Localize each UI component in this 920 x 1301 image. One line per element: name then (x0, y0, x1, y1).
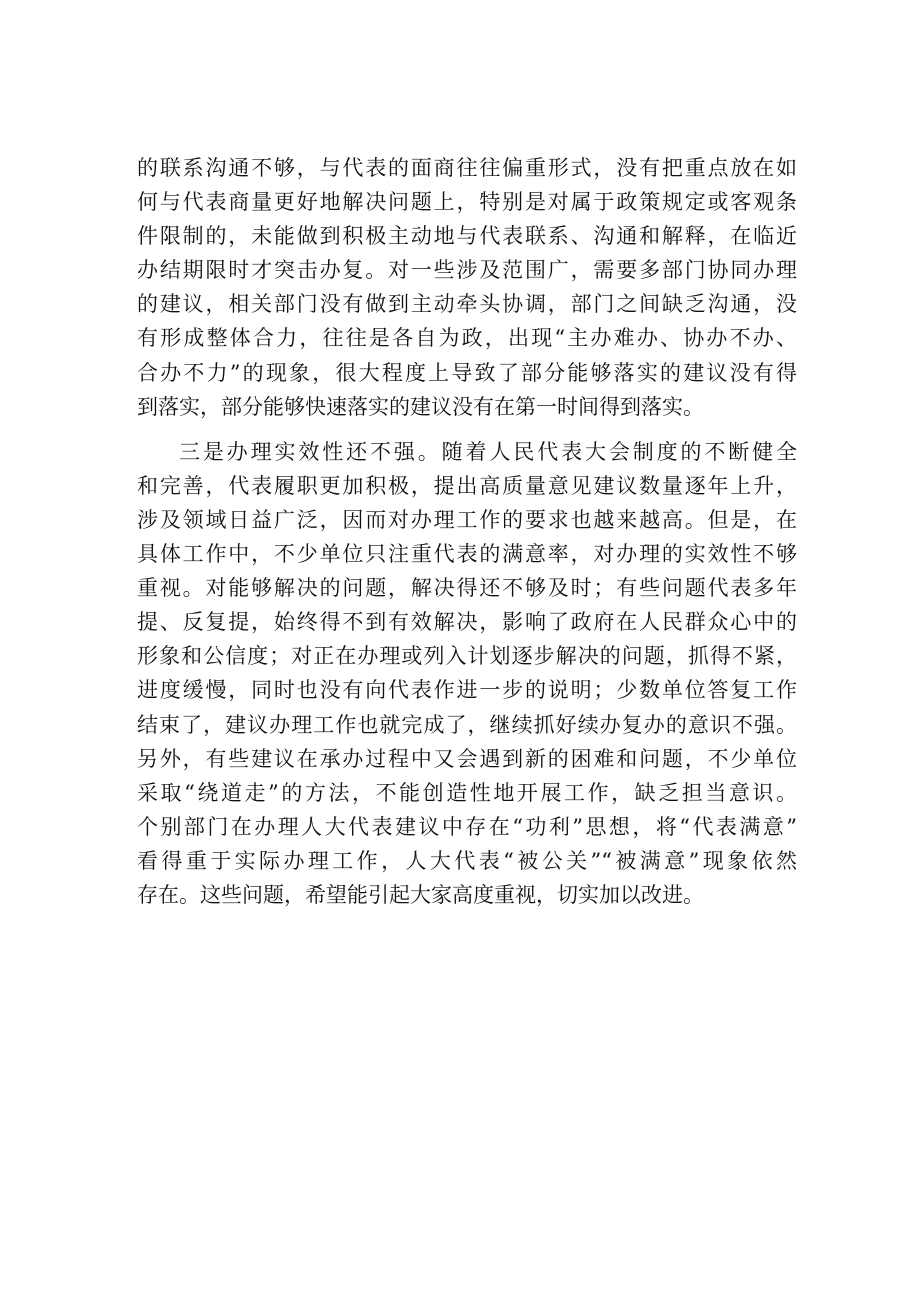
text-line: 三是办理实效性还不强。随着人民代表大会制度的不断健全 (179, 439, 797, 464)
text-line: 重视。对能够解决的问题，解决得还不够及时；有些问题代表多年 (137, 576, 797, 601)
text-line: 提、反复提，始终得不到有效解决，影响了政府在人民群众心中的 (137, 610, 797, 635)
text-line: 结束了，建议办理工作也就完成了，继续抓好续办复办的意识不强。 (137, 712, 797, 737)
text-line: 采取“绕道走”的方法，不能创造性地开展工作，缺乏担当意识。 (137, 780, 797, 805)
paragraph-2 (137, 435, 797, 912)
text-line: 的联系沟通不够，与代表的面商往往偏重形式，没有把重点放在如 (137, 156, 797, 180)
document-body (137, 151, 797, 912)
text-line: 存在。这些问题，希望能引起大家高度重视，切实加以改进。 (137, 882, 704, 907)
text-line: 另外，有些建议在承办过程中又会遇到新的困难和问题，不少单位 (137, 746, 797, 771)
text-line: 形象和公信度；对正在办理或列入计划逐步解决的问题，抓得不紧， (137, 644, 797, 669)
text-line: 看得重于实际办理工作，人大代表“被公关”“被满意”现象依然 (137, 848, 797, 873)
text-line: 到落实，部分能够快速落实的建议没有在第一时间得到落实。 (137, 394, 704, 419)
text-line: 件限制的，未能做到积极主动地与代表联系、沟通和解释，在临近 (137, 224, 797, 249)
text-line: 的建议，相关部门没有做到主动牵头协调，部门之间缺乏沟通，没 (137, 292, 797, 317)
text-line: 具体工作中，不少单位只注重代表的满意率，对办理的实效性不够 (137, 542, 797, 567)
text-line: 和完善，代表履职更加积极，提出高质量意见建议数量逐年上升， (137, 473, 797, 498)
paragraph-1 (137, 151, 797, 424)
text-line: 进度缓慢，同时也没有向代表作进一步的说明；少数单位答复工作 (137, 678, 797, 703)
text-line: 涉及领域日益广泛，因而对办理工作的要求也越来越高。但是，在 (137, 507, 797, 532)
text-line: 办结期限时才突击办复。对一些涉及范围广，需要多部门协同办理 (137, 258, 797, 283)
text-line: 个别部门在办理人大代表建议中存在“功利”思想，将“代表满意” (137, 814, 797, 839)
text-line: 合办不力”的现象，很大程度上导致了部分能够落实的建议没有得 (137, 360, 797, 385)
text-line: 有形成整体合力，往往是各自为政，出现“主办难办、协办不办、 (137, 326, 797, 351)
text-line: 何与代表商量更好地解决问题上，特别是对属于政策规定或客观条 (137, 190, 797, 215)
